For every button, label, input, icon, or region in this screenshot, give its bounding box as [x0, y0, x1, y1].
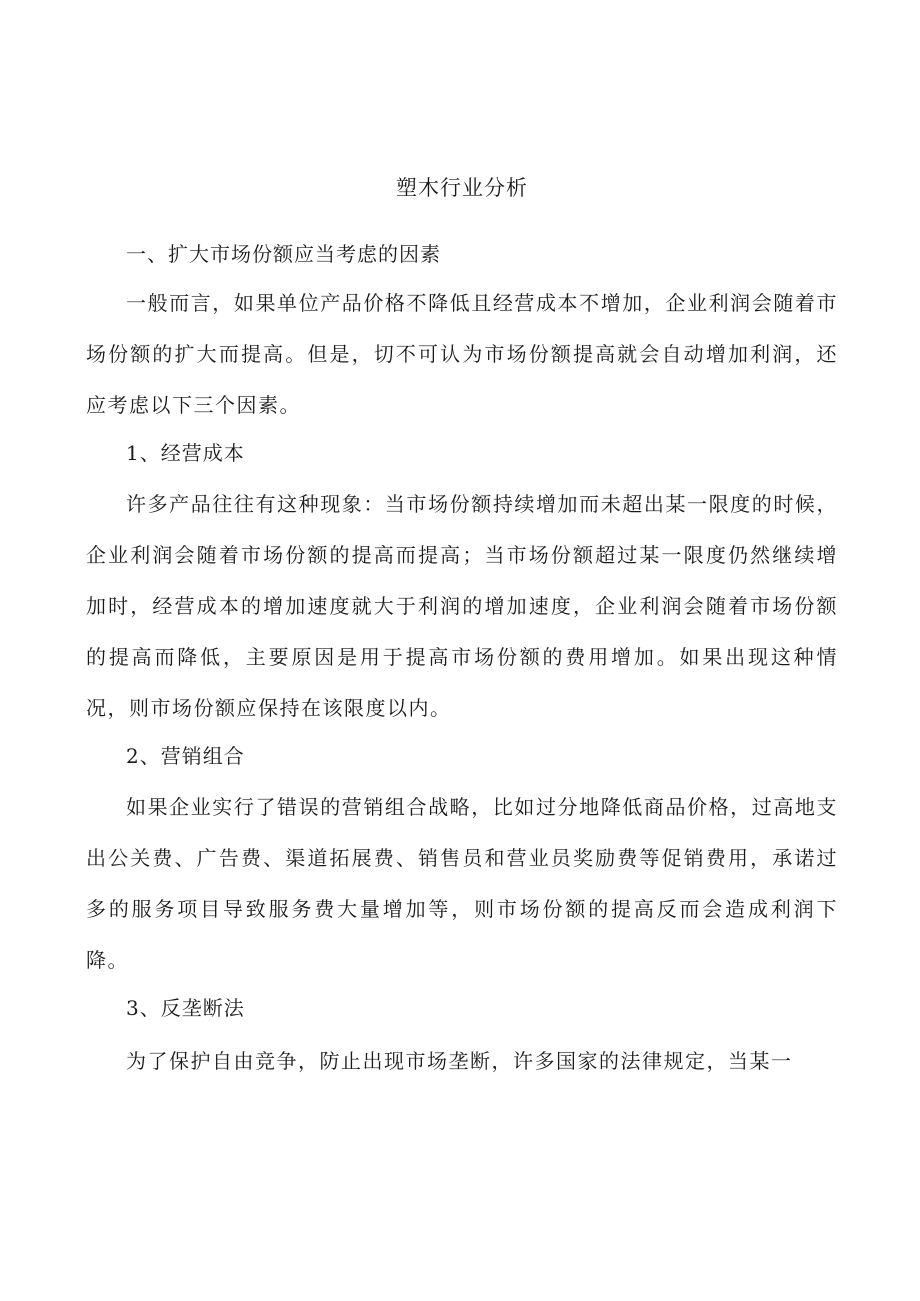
document-content: [86, 170, 838, 1089]
paragraph-marketing-mix: 如果企业实行了错误的营销组合战略，比如过分地降低商品价格，过高地支出公关费、广告费、渠道拓展费、销售员和营业员奖励费等促销费用，承诺过多的服务项目导致服务费大量增加等，则市场份额的提高反而会造成利润下降。: [86, 795, 838, 972]
subheading-antitrust-law: 3、反垄断法: [126, 996, 245, 1020]
section-heading-factors: 一、扩大市场份额应当考虑的因素: [126, 242, 441, 266]
paragraph-intro: 一般而言，如果单位产品价格不降低且经营成本不增加，企业利润会随着市场份额的扩大而提高。但是，切不可认为市场份额提高就会自动增加利润，还应考虑以下三个因素。: [86, 291, 838, 417]
subheading-marketing-mix: 2、营销组合: [126, 744, 245, 768]
document-title: 塑木行业分析: [396, 176, 528, 200]
paragraph-antitrust-law: 为了保护自由竞争，防止出现市场垄断，许多国家的法律规定，当某一: [126, 1049, 793, 1073]
subheading-operating-cost: 1、经营成本: [126, 441, 245, 465]
paragraph-operating-cost: 许多产品往往有这种现象：当市场份额持续增加而未超出某一限度的时候，企业利润会随着市场份额的提高而提高；当市场份额超过某一限度仍然继续增加时，经营成本的增加速度就大于利润的增加速度，企业利润会随着市场份额的提高而降低，主要原因是用于提高市场份额的费用增加。如果出现这种情况，则市场份额应保持在该限度以内。: [86, 492, 838, 720]
